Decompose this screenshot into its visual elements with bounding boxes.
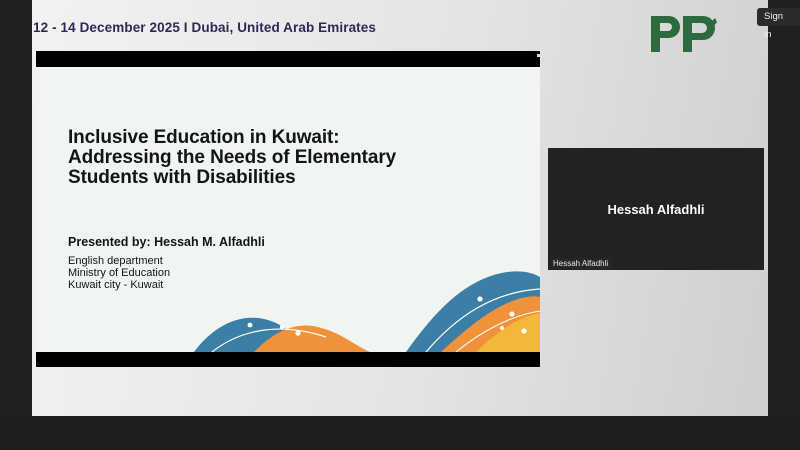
slide-indicator-dot xyxy=(537,54,540,57)
sign-in-button[interactable]: Sign in xyxy=(757,8,800,26)
shared-slide xyxy=(36,51,540,367)
city-line: Kuwait city - Kuwait xyxy=(68,279,164,291)
pp-logo xyxy=(651,14,719,54)
bottom-bar xyxy=(0,416,800,450)
participant-name-tag: Hessah Alfadhli xyxy=(550,258,611,269)
left-frame xyxy=(0,0,32,416)
right-frame xyxy=(768,0,800,416)
slide-title: Inclusive Education in Kuwait: Addressing the Needs of Elementary Students with Disabilities xyxy=(68,127,397,188)
decorative-waves xyxy=(36,67,540,352)
department-line: English department xyxy=(68,255,163,267)
slide-content xyxy=(36,67,540,352)
presented-by: Presented by: Hessah M. Alfadhli xyxy=(68,235,265,249)
participant-name: Hessah Alfadhli xyxy=(607,202,705,217)
participant-video-tile[interactable] xyxy=(548,148,764,270)
event-date-location: 12 - 14 December 2025 I Dubai, United Arab Emirates xyxy=(33,20,376,35)
ministry-line: Ministry of Education xyxy=(68,267,171,279)
